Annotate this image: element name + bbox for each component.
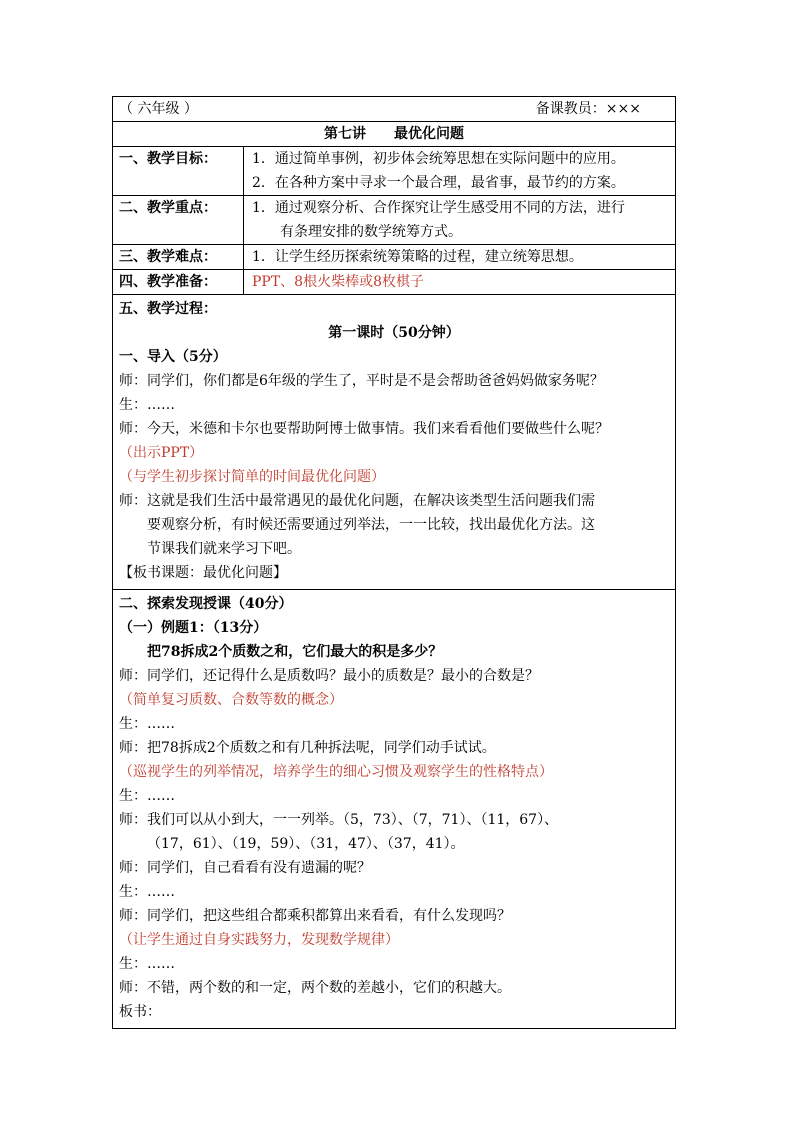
explore-note: （巡视学生的列举情况，培养学生的细心习惯及观察学生的性格特点） [119,764,553,780]
session-title: 第一课时（50分钟） [328,325,460,341]
explore-row [113,590,675,1028]
explore-line: 生：…… [119,956,175,972]
preparation-content: PPT、8根火柴棒或8枚棋子 [252,274,424,290]
explore-note: （让学生通过自身实践努力，发现数学规律） [119,932,399,948]
explore-line: 生：…… [119,788,175,804]
difficulties-label: 三、教学难点： [113,245,244,269]
process-label: 五、教学过程： [119,301,217,317]
intro-line: 节课我们就来学习下吧。 [147,541,301,557]
process-row [113,295,675,590]
grade-label: （ 六年级 ） [119,101,198,117]
intro-line: 师：这就是我们生活中最常遇见的最优化问题，在解决该类型生活问题我们需 [119,493,595,509]
explore-line: 师：同学们，自己看看有没有遗漏的呢？ [119,860,371,876]
objective-item-1: 1．通过简单事例，初步体会统筹思想在实际问题中的应用。 [252,151,625,167]
explore-line: 生：…… [119,716,175,732]
difficulties-content: 1．让学生经历探索统筹策略的过程，建立统筹思想。 [252,249,583,265]
objective-item-2: 2．在各种方案中寻求一个最合理，最省事，最节约的方案。 [252,175,625,191]
intro-line: 要观察分析，有时候还需要通过列举法，一一比较，找出最优化方法。这 [147,517,595,533]
objectives-content [244,147,675,195]
preparation-row [113,270,675,295]
title-row [113,122,675,147]
key-point-line-1: 1．通过观察分析、合作探究让学生感受用不同的方法，进行 [252,200,625,216]
key-points-row [113,196,675,245]
key-points-content [244,196,675,244]
difficulties-row [113,245,675,270]
explore-line: 师：同学们，还记得什么是质数吗？最小的质数是？最小的合数是？ [119,668,539,684]
intro-note: （出示PPT） [119,445,204,461]
lesson-title: 第七讲 最优化问题 [324,126,464,142]
explore-line: 师：同学们，把这些组合都乘积都算出来看看，有什么发现吗？ [119,908,511,924]
teacher-label: 备课教员：××× [535,101,641,117]
objectives-row [113,147,675,196]
explore-line: 师：不错，两个数的和一定，两个数的差越小，它们的积越大。 [119,980,511,996]
objectives-label: 一、教学目标： [113,147,244,195]
lesson-plan-table [112,96,676,1029]
explore-line: 师：把78拆成2个质数之和有几种拆法呢，同学们动手试试。 [119,740,496,756]
board-label: 板书： [119,1004,161,1020]
intro-line: 生：…… [119,397,175,413]
explore-line: 生：…… [119,884,175,900]
explore-heading: 二、探索发现授课（40分） [119,596,293,612]
intro-line: 师：同学们，你们都是6年级的学生了，平时是不是会帮助爸爸妈妈做家务呢？ [119,373,604,389]
board-title: 【板书课题：最优化问题】 [119,565,287,581]
explore-line: （17，61）、（19，59）、（31，47）、（37，41）。 [147,836,465,852]
intro-line: 师：今天，米德和卡尔也要帮助阿博士做事情。我们来看看他们要做些什么呢？ [119,421,609,437]
header-row [113,97,675,122]
example-problem: 把78拆成2个质数之和，它们最大的积是多少？ [147,644,443,660]
preparation-label: 四、教学准备： [113,270,244,294]
explore-note: （简单复习质数、合数等数的概念） [119,692,343,708]
intro-heading: 一、导入（5分） [119,349,227,365]
key-point-line-2: 有条理安排的数学统筹方式。 [280,224,462,240]
example-heading: （一）例题1：（13分） [119,620,268,636]
explore-line: 师：我们可以从小到大，一一列举。（5，73）、（7，71）、（11，67）、 [119,812,559,828]
key-points-label: 二、教学重点： [113,196,244,244]
intro-note: （与学生初步探讨简单的时间最优化问题） [119,469,385,485]
